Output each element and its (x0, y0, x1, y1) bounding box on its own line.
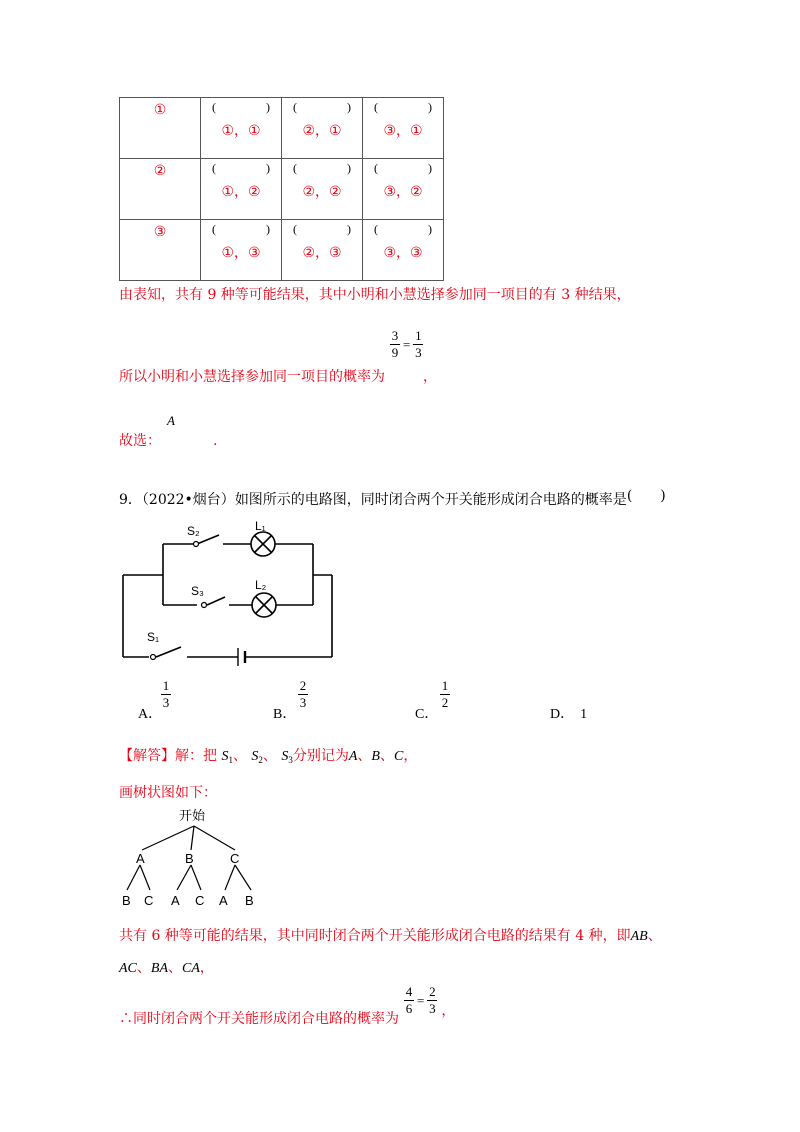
cell-parentheses (293, 222, 351, 237)
close-paren: ) (266, 222, 270, 236)
separator: 、 (168, 960, 182, 976)
option-d-value: 1 (580, 707, 588, 722)
denominator: 9 (391, 345, 399, 360)
numerator: 1 (441, 678, 449, 693)
cell-parentheses (212, 222, 270, 237)
numerator: 4 (405, 984, 413, 999)
symbol-s1: $S_1$ (221, 749, 233, 765)
open-paren: ( (293, 100, 297, 114)
solution-line-2-text: 所以小明和小慧选择参加同一项目的概率为 (119, 369, 385, 385)
separator: 、 (232, 748, 247, 764)
open-paren: ( (212, 100, 216, 114)
question-number: 9． (119, 492, 142, 508)
probability-equation-1 (390, 329, 423, 360)
open-paren: ( (293, 161, 297, 175)
intro-text: 解：把 (175, 748, 217, 764)
label-l2: L₂ (255, 578, 267, 592)
table-cell (282, 98, 363, 159)
tree-node-c: C (230, 851, 240, 866)
numerator: 1 (162, 678, 170, 693)
cell-parentheses (293, 100, 351, 115)
outcome-pair: ②，③ (302, 245, 342, 261)
option-c-letter: C． (415, 707, 439, 722)
result-line-2 (119, 957, 214, 977)
table-row (120, 220, 444, 281)
table-cell (282, 220, 363, 281)
option-d-letter: D． (550, 707, 575, 722)
separator: 、 (136, 960, 151, 976)
tree-diagram (115, 805, 275, 910)
row-header-cell (120, 220, 201, 281)
comma: ， (423, 369, 437, 385)
cell-parentheses (374, 100, 432, 115)
tree-leaf: C (195, 893, 205, 908)
cell-parentheses (293, 161, 351, 176)
therefore-text: ∴同时闭合两个开关能形成闭合电路的概率为 (119, 1011, 399, 1027)
denominator: 3 (162, 695, 170, 710)
outcome-pair: ③，③ (383, 245, 423, 261)
cell-parentheses (374, 222, 432, 237)
outcome-pair: ①，① (221, 123, 261, 139)
denominator: 6 (405, 1001, 413, 1016)
close-paren: ) (428, 222, 432, 236)
outcome-pair: ③，① (383, 123, 423, 139)
outcome-pair: ②，① (302, 123, 342, 139)
symbol-c: C (393, 749, 404, 764)
answer-bracket: ( ) (626, 488, 666, 504)
row-header: ③ (153, 224, 167, 240)
row-header-cell (120, 98, 201, 159)
close-paren: ) (266, 100, 270, 114)
tree-leaf: A (171, 893, 180, 908)
table-cell (201, 220, 282, 281)
close-paren: ) (428, 100, 432, 114)
table-cell (201, 98, 282, 159)
result-ac: AC (119, 961, 137, 976)
close-paren: ) (428, 161, 432, 175)
table-row (120, 159, 444, 220)
table-row (120, 98, 444, 159)
result-ca: CA (182, 961, 200, 976)
equals-sign: = (417, 992, 425, 1008)
open-paren: ( (212, 161, 216, 175)
denominator: 3 (415, 345, 422, 360)
row-header: ② (153, 163, 167, 179)
separator: 、 (379, 748, 394, 764)
solution2-intro (119, 745, 417, 765)
question-source: （2022•烟台） (141, 492, 235, 508)
cell-parentheses (212, 161, 270, 176)
equals-sign: = (403, 336, 411, 352)
denominator: 3 (299, 695, 307, 710)
close-paren: ) (347, 222, 351, 236)
label-s2: S₂ (187, 524, 200, 538)
row-header-cell (120, 159, 201, 220)
close-paren: ) (266, 161, 270, 175)
fraction-left (404, 985, 414, 1016)
separator: 、 (357, 748, 372, 764)
question-text: 如图所示的电路图，同时闭合两个开关能形成闭合电路的概率是 (234, 492, 627, 508)
option-c-fraction (440, 679, 450, 710)
result-line-1 (119, 925, 662, 945)
outcome-pair: ①，③ (221, 245, 261, 261)
symbol-s2: $S_2$ (251, 749, 263, 765)
result-ba: BA (150, 961, 168, 976)
denominator: 2 (441, 695, 449, 710)
separator: 、 (262, 748, 277, 764)
open-paren: ( (374, 222, 378, 236)
table-cell (201, 159, 282, 220)
period: . (213, 433, 218, 449)
numerator: 2 (299, 678, 307, 693)
tree-leaf: B (122, 893, 131, 908)
cell-parentheses (212, 100, 270, 115)
separator: 、 (647, 928, 662, 944)
question-9 (119, 489, 666, 509)
close-paren: ) (347, 161, 351, 175)
answer-tag: 【解答】 (119, 748, 175, 764)
solution-line-1: 由表知，共有 9 种等可能结果，其中小明和小慧选择参加同一项目的有 3 种结果， (119, 287, 631, 303)
open-paren: ( (374, 100, 378, 114)
close-paren: ) (347, 100, 351, 114)
option-a-letter: A． (138, 707, 163, 722)
outcome-pair: ③，② (383, 184, 423, 200)
tree-root: 开始 (179, 808, 206, 823)
fraction-right (413, 329, 423, 360)
tree-leaf: C (144, 893, 154, 908)
denominator: 3 (429, 1001, 436, 1016)
option-b-fraction (298, 679, 308, 710)
label-l1: L₁ (255, 519, 266, 533)
row-header: ① (153, 102, 167, 118)
circuit-diagram (115, 515, 345, 670)
open-paren: ( (374, 161, 378, 175)
result-ab: AB (630, 929, 648, 944)
numerator: 3 (391, 328, 399, 343)
cell-parentheses (374, 161, 432, 176)
tree-intro: 画树状图如下： (119, 785, 217, 801)
table-cell (282, 159, 363, 220)
fraction-left (390, 329, 400, 360)
probability-equation-2 (404, 984, 456, 1019)
tree-leaf: B (245, 893, 254, 908)
answer-value: A (167, 413, 175, 428)
tree-node-a: A (136, 851, 145, 866)
numerator: 1 (415, 328, 422, 343)
therefore-line (119, 1008, 399, 1028)
tree-leaf: A (219, 893, 228, 908)
outcome-pair: ②，② (302, 184, 342, 200)
answer-line (119, 430, 217, 450)
tree-node-b: B (185, 851, 194, 866)
table-cell (363, 98, 444, 159)
answer-label: 故选： (119, 433, 161, 449)
table-cell (363, 220, 444, 281)
symbol-b: B (371, 749, 380, 764)
symbol-a: A (348, 749, 358, 764)
mid-text: 分别记为 (292, 748, 349, 764)
solution-line-2 (119, 366, 437, 386)
symbol-s3: $S_3$ (281, 749, 293, 765)
open-paren: ( (212, 222, 216, 236)
option-d (550, 703, 587, 723)
numerator: 2 (429, 984, 436, 999)
outcome-pair: ①，② (221, 184, 261, 200)
option-b-letter: B． (273, 707, 297, 722)
comma: ， (441, 1003, 456, 1019)
label-s3: S₃ (191, 584, 204, 598)
result-text: 共有 6 种等可能的结果，其中同时闭合两个开关能形成闭合电路的结果有 4 种，即 (119, 928, 631, 944)
table-cell (363, 159, 444, 220)
outcome-table (119, 97, 444, 281)
label-s1: S₁ (147, 630, 160, 644)
open-paren: ( (293, 222, 297, 236)
option-a-fraction (161, 679, 171, 710)
comma: ， (199, 960, 214, 976)
fraction-right (427, 985, 437, 1016)
comma: ， (403, 748, 418, 764)
